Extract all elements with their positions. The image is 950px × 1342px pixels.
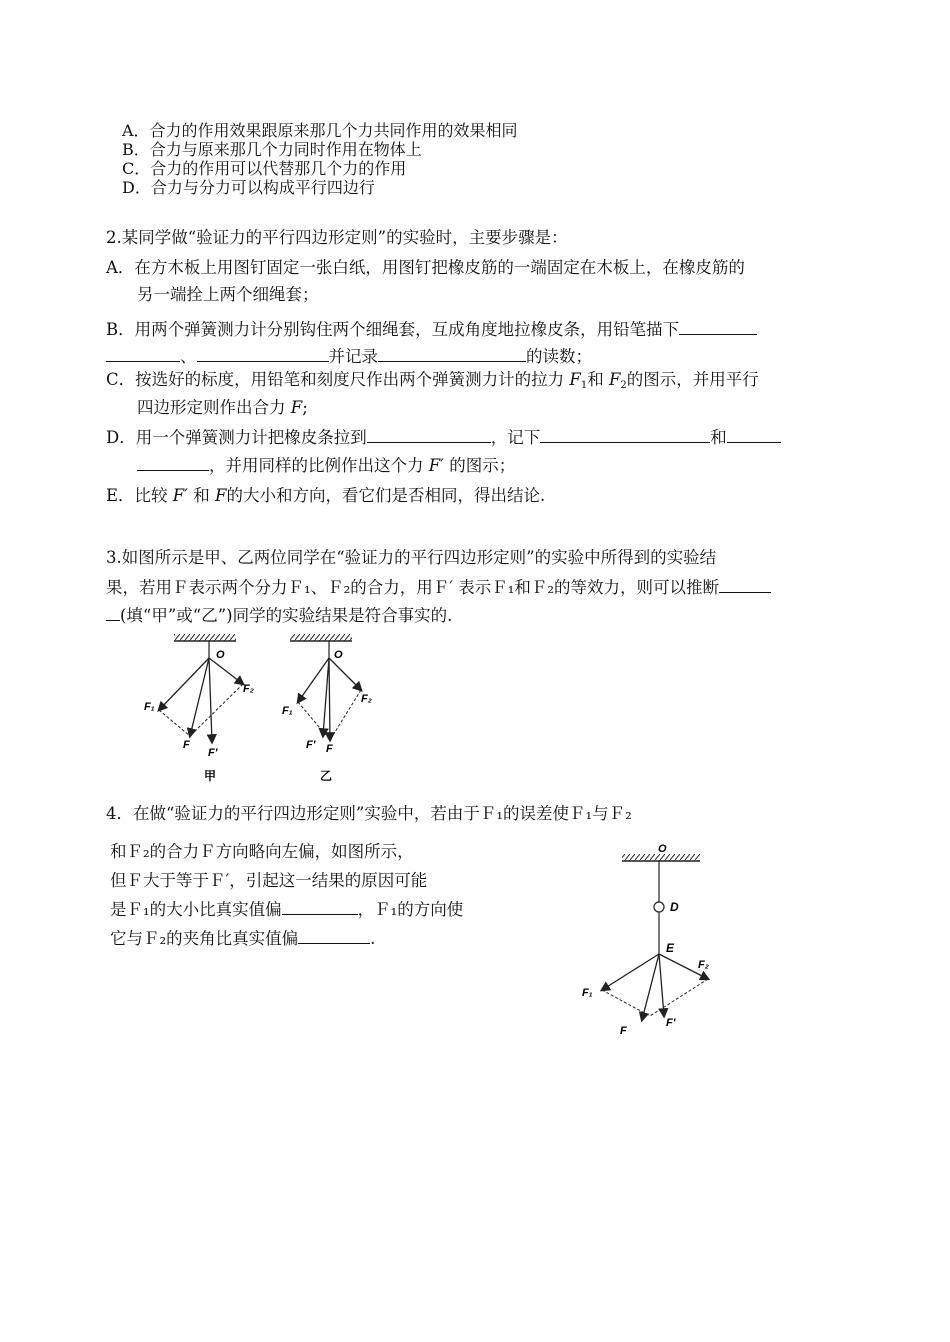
q2-e-mid: ′ 和 [184,486,215,505]
q3-blank-2[interactable] [106,605,120,621]
q2-d-end: ′ 的图示； [440,456,516,475]
q2-step-b-line2 [106,343,592,367]
q3-b-label-f1: F₁ [282,705,293,717]
q2-c-f2-symbol: F [608,370,621,389]
q4-line5-text: 它与Ｆ₂的夹角比真实值偏 [110,929,299,948]
q2-d-mid: ，记下 [490,428,541,447]
q3-line2-wrap [106,574,771,598]
q1-option-b: B．合力与原来那几个力同时作用在物体上 [122,140,422,159]
q2-e-text: E．比较 [106,486,173,505]
q2-blank-d1[interactable] [367,427,491,443]
q2-step-a-line2: 另一端拴上两个细绳套； [137,285,319,304]
q4-label-o: O [658,843,667,855]
q2-blank-b2[interactable] [106,346,180,362]
q2-step-b-line1 [106,316,757,340]
q2-e-f2: F [215,486,227,505]
q3-line3: (填“甲”或“乙”)同学的实验结果是符合事实的. [120,606,453,625]
q2-step-b-end: 的读数； [526,347,592,366]
q3-a-label-fp: F′ [208,747,218,759]
q2-step-e [106,482,545,506]
q2-c-f1-symbol: F [569,370,581,389]
q3-a-label-f1: F₁ [144,701,155,713]
q4-label-f2: F₂ [698,959,709,971]
q2-blank-d2[interactable] [540,427,710,443]
q2-step-d-line1 [106,424,781,448]
q4-label-e: E [666,941,675,955]
q2-blank-b3[interactable] [197,346,329,362]
q2-blank-b4[interactable] [378,346,526,362]
q2-step-b-text: B．用两个弹簧测力计分别钩住两个细绳套，互成角度地拉橡皮条，用铅笔描下 [106,320,680,339]
q4-label-f: F [620,1025,627,1037]
q4-line2: 和Ｆ₂的合力Ｆ方向略向左偏，如图所示， [110,842,414,861]
q2-intro: 2.某同学做“验证力的平行四边形定则”的实验时，主要步骤是： [106,228,568,247]
q4-line5-post: . [370,929,376,948]
q2-c-post: 的图示，并用平行 [626,370,759,389]
q2-c-and: 和 [587,370,609,389]
q3-figure-b [282,634,372,783]
q4-line3: 但Ｆ大于等于Ｆ′，引起这一结果的原因可能 [110,871,428,890]
q1-option-c: C．合力的作用可以代替那几个力的作用 [122,159,407,178]
q4-label-f1: F₁ [582,987,593,999]
q4-label-fp: F′ [666,1017,676,1029]
q2-blank-d3[interactable] [727,427,781,443]
q4-blank-1[interactable] [282,899,358,915]
q2-blank-b1[interactable] [679,319,757,335]
q4-blank-2[interactable] [298,928,370,944]
q2-c2-post: ; [302,398,308,417]
q3-figure [130,628,390,788]
q4-ring [654,902,664,912]
q2-d-post: ，并用同样的比例作出这个力 [209,456,429,475]
q3-a-label-f: F [183,739,190,751]
q2-c2-f: F [290,398,303,417]
q4-label-d: D [670,900,679,914]
q4-line5 [110,925,375,949]
q4-line4 [110,896,463,920]
q3-b-label-fp: F′ [306,739,316,751]
q4-figure [570,836,730,1046]
q4-line1: 4．在做“验证力的平行四边形定则”实验中，若由于Ｆ₁的误差使Ｆ₁与Ｆ₂ [106,804,632,823]
q3-label-jia: 甲 [204,769,217,783]
q2-step-c-line1: C．按选好的标度，用铅笔和刻度尺作出两个弹簧测力计的拉力 $F_1$和 $F_2$的图示，并用平行 [106,370,759,391]
q2-d-and: 和 [710,428,727,447]
q1-option-d: D．合力与分力可以构成平行四边行 [122,178,375,197]
q4-line4-post: ，Ｆ₁的方向使 [357,900,464,919]
q3-line1: 3.如图所示是甲、乙两位同学在“验证力的平行四边形定则”的实验中所得到的实验结 [106,548,717,567]
q3-blank-1[interactable] [719,577,771,593]
q2-d-f: F [428,456,441,475]
q2-step-d-line2 [137,452,515,476]
q2-step-b-sep: 、 [180,347,197,366]
q2-c2-text: 四边形定则作出合力 [137,398,291,417]
q2-blank-d4[interactable] [137,455,209,471]
q2-step-a-line1: A．在方木板上用图钉固定一张白纸，用图钉把橡皮筋的一端固定在木板上，在橡皮筋的 [106,258,745,277]
q2-step-c-text: C．按选好的标度，用铅笔和刻度尺作出两个弹簧测力计的拉力 [106,370,570,389]
q2-e-f: F [172,486,185,505]
q2-e-post: 的大小和方向，看它们是否相同，得出结论. [226,486,546,505]
q3-a-label-f2: F₂ [243,683,254,695]
q4-line4-text: 是Ｆ₁的大小比真实值偏 [110,900,282,919]
q3-b-label-f: F [326,743,333,755]
q3-a-label-o: O [216,649,225,661]
q3-line3-wrap [106,602,452,626]
q2-step-b-mid: 并记录 [328,347,378,366]
q3-b-label-o: O [334,649,343,661]
q3-line2: 果，若用Ｆ表示两个分力Ｆ₁、Ｆ₂的合力，用Ｆ′ 表示Ｆ₁和Ｆ₂的等效力，则可以推断 [106,578,719,597]
q2-step-c-line2 [137,394,308,418]
q3-figure-a [144,634,254,783]
q1-option-a: A．合力的作用效果跟原来那几个力共同作用的效果相同 [122,121,518,140]
q3-label-yi: 乙 [320,769,333,783]
q2-d-text: D．用一个弹簧测力计把橡皮条拉到 [106,428,367,447]
q3-b-label-f2: F₂ [361,693,372,705]
